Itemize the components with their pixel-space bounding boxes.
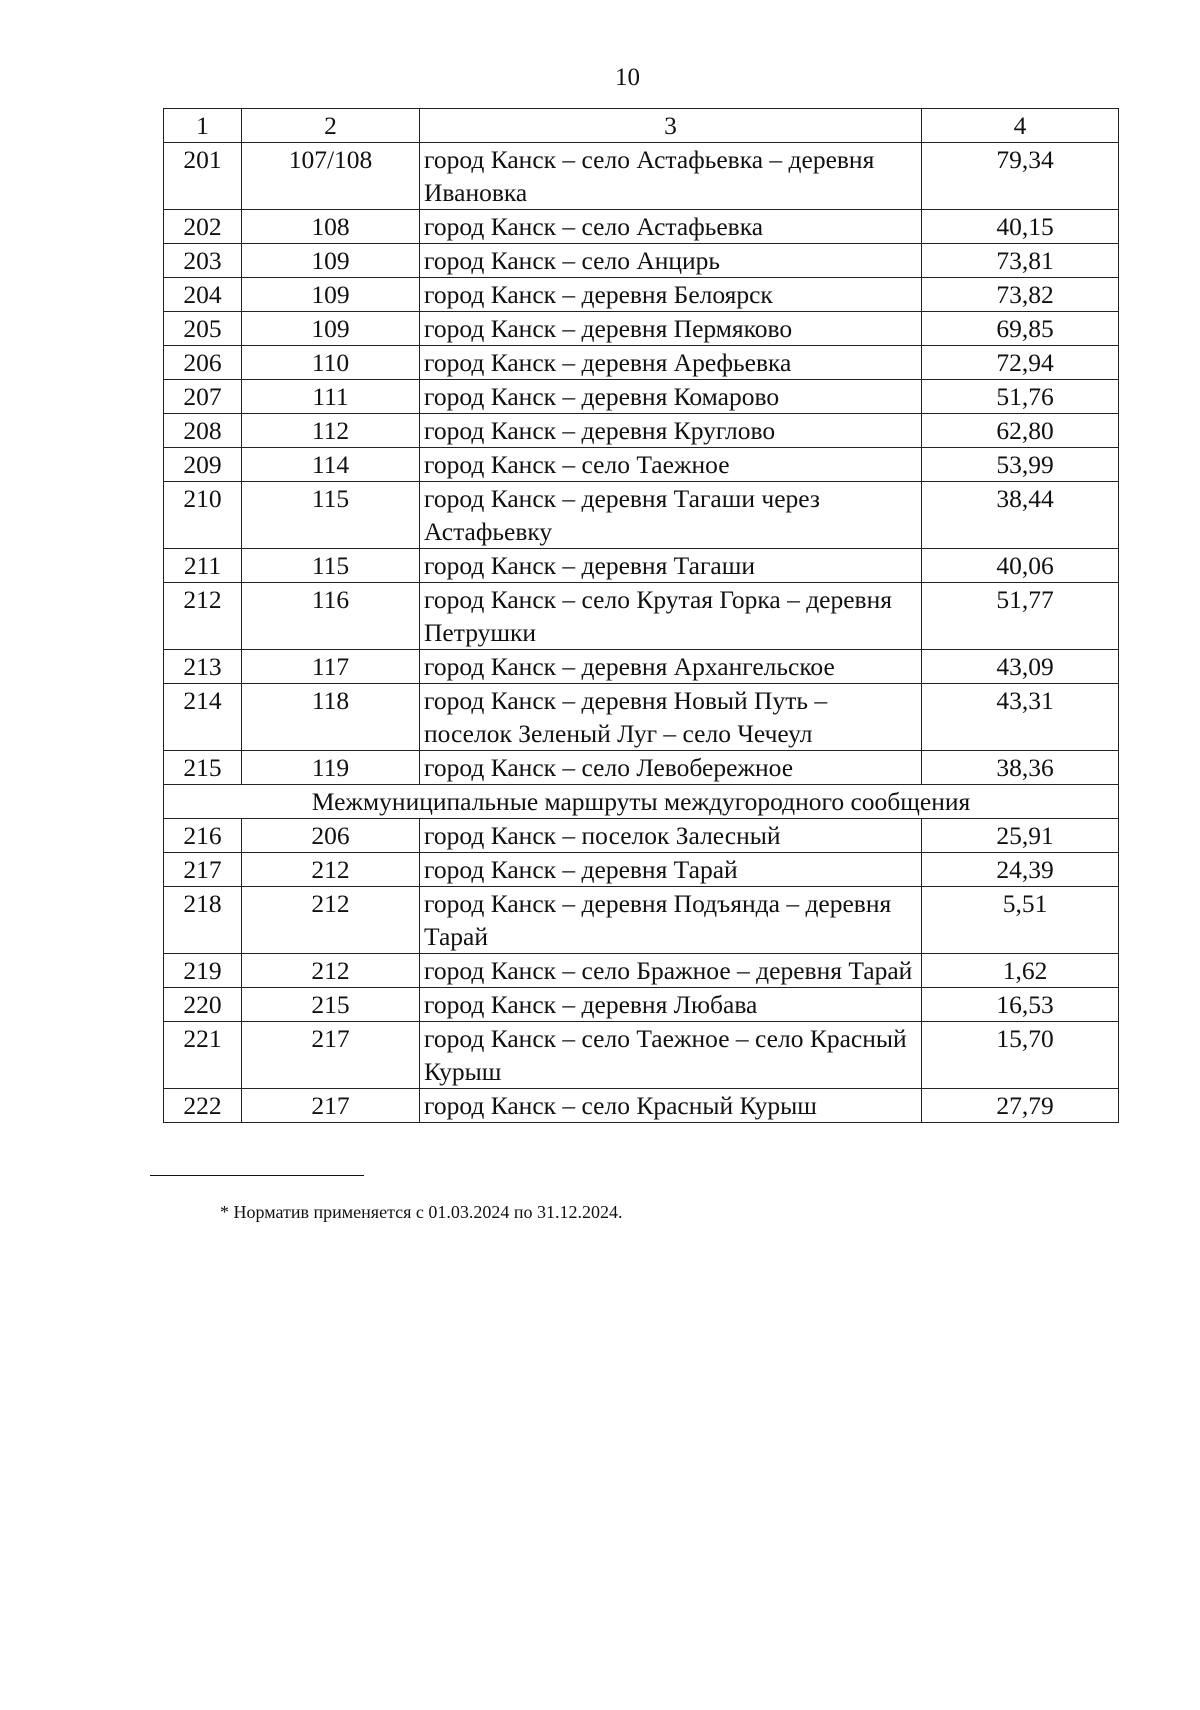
norm-value-cell: 38,36 <box>922 751 1119 785</box>
section-title: Межмуниципальные маршруты междугородного сообщения <box>164 785 1119 819</box>
route-name-cell: город Канск – село Таежное – село Красный Курыш <box>420 1022 922 1089</box>
table-row <box>164 346 1119 380</box>
routes-table-body <box>164 109 1119 1123</box>
route-number-cell: 212 <box>242 853 420 887</box>
row-number-cell: 205 <box>164 312 242 346</box>
route-name-cell: город Канск – село Красный Курыш <box>420 1089 922 1123</box>
section-row <box>164 785 1119 819</box>
norm-value-cell: 5,51 <box>922 887 1119 954</box>
row-number-cell: 215 <box>164 751 242 785</box>
route-name-cell: город Канск – деревня Архангельское <box>420 650 922 684</box>
row-number-cell: 219 <box>164 954 242 988</box>
table-row <box>164 853 1119 887</box>
route-number-cell: 212 <box>242 887 420 954</box>
route-number-cell: 115 <box>242 482 420 549</box>
route-name-cell: город Канск – село Крутая Горка – деревня Петрушки <box>420 583 922 650</box>
table-header-row <box>164 109 1119 143</box>
route-name-cell: город Канск – поселок Залесный <box>420 819 922 853</box>
route-name-cell: город Канск – деревня Комарово <box>420 380 922 414</box>
row-number-cell: 218 <box>164 887 242 954</box>
route-number-cell: 110 <box>242 346 420 380</box>
route-name-cell: город Канск – деревня Тарай <box>420 853 922 887</box>
row-number-cell: 220 <box>164 988 242 1022</box>
route-number-cell: 217 <box>242 1022 420 1089</box>
route-number-cell: 114 <box>242 448 420 482</box>
route-name-cell: город Канск – село Анцирь <box>420 244 922 278</box>
route-name-cell: город Канск – село Бражное – деревня Тарай <box>420 954 922 988</box>
table-row <box>164 312 1119 346</box>
row-number-cell: 203 <box>164 244 242 278</box>
row-number-cell: 210 <box>164 482 242 549</box>
table-row <box>164 751 1119 785</box>
route-name-cell: город Канск – село Левобережное <box>420 751 922 785</box>
table-row <box>164 954 1119 988</box>
row-number-cell: 204 <box>164 278 242 312</box>
row-number-cell: 216 <box>164 819 242 853</box>
norm-value-cell: 72,94 <box>922 346 1119 380</box>
norm-value-cell: 1,62 <box>922 954 1119 988</box>
route-name-cell: город Канск – деревня Пермяково <box>420 312 922 346</box>
route-name-cell: город Канск – деревня Тагаши через Астафьевку <box>420 482 922 549</box>
table-row <box>164 684 1119 751</box>
table-row <box>164 887 1119 954</box>
route-number-cell: 212 <box>242 954 420 988</box>
table-row <box>164 549 1119 583</box>
norm-value-cell: 15,70 <box>922 1022 1119 1089</box>
norm-value-cell: 27,79 <box>922 1089 1119 1123</box>
table-row <box>164 1089 1119 1123</box>
route-number-cell: 109 <box>242 244 420 278</box>
route-name-cell: город Канск – деревня Любава <box>420 988 922 1022</box>
table-row <box>164 482 1119 549</box>
row-number-cell: 213 <box>164 650 242 684</box>
row-number-cell: 209 <box>164 448 242 482</box>
norm-value-cell: 73,81 <box>922 244 1119 278</box>
norm-value-cell: 69,85 <box>922 312 1119 346</box>
route-number-cell: 118 <box>242 684 420 751</box>
route-number-cell: 119 <box>242 751 420 785</box>
table-row <box>164 988 1119 1022</box>
column-header: 4 <box>922 109 1119 143</box>
norm-value-cell: 51,76 <box>922 380 1119 414</box>
row-number-cell: 202 <box>164 210 242 244</box>
route-number-cell: 217 <box>242 1089 420 1123</box>
row-number-cell: 207 <box>164 380 242 414</box>
column-header: 2 <box>242 109 420 143</box>
route-number-cell: 116 <box>242 583 420 650</box>
route-number-cell: 206 <box>242 819 420 853</box>
table-row <box>164 650 1119 684</box>
route-number-cell: 115 <box>242 549 420 583</box>
routes-table <box>163 108 1119 1123</box>
norm-value-cell: 40,06 <box>922 549 1119 583</box>
norm-value-cell: 79,34 <box>922 143 1119 210</box>
route-name-cell: город Канск – деревня Подъянда – деревня Тарай <box>420 887 922 954</box>
page-number: 10 <box>615 64 640 91</box>
column-header: 3 <box>420 109 922 143</box>
route-name-cell: город Канск – деревня Арефьевка <box>420 346 922 380</box>
route-number-cell: 109 <box>242 312 420 346</box>
norm-value-cell: 40,15 <box>922 210 1119 244</box>
row-number-cell: 208 <box>164 414 242 448</box>
footnote-separator <box>150 1175 364 1176</box>
norm-value-cell: 73,82 <box>922 278 1119 312</box>
route-number-cell: 109 <box>242 278 420 312</box>
table-row <box>164 210 1119 244</box>
norm-value-cell: 43,31 <box>922 684 1119 751</box>
table-row <box>164 414 1119 448</box>
table-row <box>164 380 1119 414</box>
row-number-cell: 201 <box>164 143 242 210</box>
route-number-cell: 108 <box>242 210 420 244</box>
route-number-cell: 215 <box>242 988 420 1022</box>
norm-value-cell: 16,53 <box>922 988 1119 1022</box>
route-number-cell: 111 <box>242 380 420 414</box>
norm-value-cell: 43,09 <box>922 650 1119 684</box>
row-number-cell: 217 <box>164 853 242 887</box>
table-row <box>164 278 1119 312</box>
table-row <box>164 448 1119 482</box>
route-name-cell: город Канск – деревня Круглово <box>420 414 922 448</box>
route-name-cell: город Канск – село Астафьевка – деревня Ивановка <box>420 143 922 210</box>
route-number-cell: 112 <box>242 414 420 448</box>
row-number-cell: 206 <box>164 346 242 380</box>
norm-value-cell: 38,44 <box>922 482 1119 549</box>
route-name-cell: город Канск – деревня Белоярск <box>420 278 922 312</box>
norm-value-cell: 53,99 <box>922 448 1119 482</box>
row-number-cell: 221 <box>164 1022 242 1089</box>
norm-value-cell: 25,91 <box>922 819 1119 853</box>
row-number-cell: 211 <box>164 549 242 583</box>
norm-value-cell: 62,80 <box>922 414 1119 448</box>
norm-value-cell: 24,39 <box>922 853 1119 887</box>
route-number-cell: 117 <box>242 650 420 684</box>
route-number-cell: 107/108 <box>242 143 420 210</box>
table-row <box>164 819 1119 853</box>
table-row <box>164 143 1119 210</box>
route-name-cell: город Канск – село Таежное <box>420 448 922 482</box>
norm-value-cell: 51,77 <box>922 583 1119 650</box>
route-name-cell: город Канск – деревня Тагаши <box>420 549 922 583</box>
table-row <box>164 1022 1119 1089</box>
footnote: * Норматив применяется с 01.03.2024 по 31.12.2024. <box>220 1202 623 1222</box>
table-row <box>164 583 1119 650</box>
row-number-cell: 214 <box>164 684 242 751</box>
row-number-cell: 222 <box>164 1089 242 1123</box>
table-row <box>164 244 1119 278</box>
route-name-cell: город Канск – деревня Новый Путь – поселок Зеленый Луг – село Чечеул <box>420 684 922 751</box>
column-header: 1 <box>164 109 242 143</box>
row-number-cell: 212 <box>164 583 242 650</box>
route-name-cell: город Канск – село Астафьевка <box>420 210 922 244</box>
